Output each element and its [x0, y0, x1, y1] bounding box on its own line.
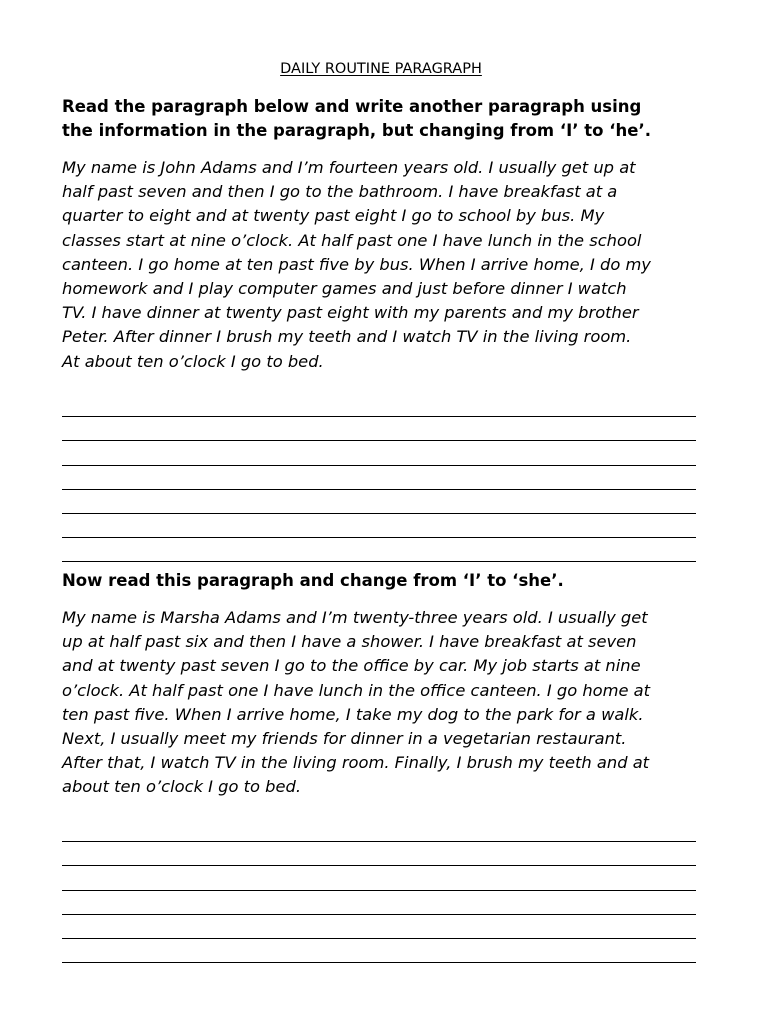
instruction-she	[62, 569, 564, 593]
answer-line[interactable]	[62, 441, 696, 465]
paragraph-line: o’clock. At half past one I have lunch in the office canteen. I go home at	[62, 680, 651, 700]
paragraph-line: quarter to eight and at twenty past eight I go to school by bus. My	[62, 206, 605, 226]
paragraph-line: about ten o’clock I go to bed.	[62, 777, 302, 797]
answer-line[interactable]	[62, 514, 696, 538]
paragraph-line: ten past five. When I arrive home, I take my dog to the park for a walk.	[62, 704, 644, 724]
instruction-line: Read the paragraph below and write another paragraph using	[62, 97, 642, 116]
answer-line[interactable]	[62, 417, 696, 441]
paragraph-line: and at twenty past seven I go to the office by car. My job starts at nine	[62, 656, 641, 676]
paragraph-line: homework and I play computer games and just before dinner I watch	[62, 279, 627, 299]
instruction-he	[62, 95, 651, 143]
instruction-line: Now read this paragraph and change from ‘I’ to ‘she’.	[62, 571, 564, 590]
paragraph-line: Next, I usually meet my friends for dinner in a vegetarian restaurant.	[62, 729, 627, 749]
answer-line[interactable]	[62, 939, 696, 963]
instruction-line: the information in the paragraph, but changing from ‘I’ to ‘he’.	[62, 121, 651, 140]
paragraph-line: My name is Marsha Adams and I’m twenty-three years old. I usually get	[62, 608, 648, 627]
paragraph-line: classes start at nine o’clock. At half past one I have lunch in the school	[62, 230, 642, 250]
paragraph-john-adams	[62, 156, 651, 374]
paragraph-marsha-adams	[62, 606, 650, 800]
answer-line[interactable]	[62, 842, 696, 866]
paragraph-line: Peter. After dinner I brush my teeth and I watch TV in the living room.	[62, 327, 632, 347]
answer-lines-section-2	[62, 818, 696, 963]
answer-line[interactable]	[62, 538, 696, 562]
worksheet-title: DAILY ROUTINE PARAGRAPH	[280, 61, 482, 77]
answer-lines-section-1	[62, 393, 696, 562]
answer-line[interactable]	[62, 490, 696, 514]
paragraph-line: At about ten o’clock I go to bed.	[62, 351, 324, 371]
answer-line[interactable]	[62, 818, 696, 842]
paragraph-line: TV. I have dinner at twenty past eight with my parents and my brother	[62, 303, 639, 323]
paragraph-line: up at half past six and then I have a shower. I have breakfast at seven	[62, 632, 637, 652]
answer-line[interactable]	[62, 891, 696, 915]
answer-line[interactable]	[62, 393, 696, 417]
answer-line[interactable]	[62, 915, 696, 939]
paragraph-line: canteen. I go home at ten past five by bus. When I arrive home, I do my	[62, 254, 651, 274]
paragraph-line: My name is John Adams and I’m fourteen years old. I usually get up at	[62, 158, 636, 177]
answer-line[interactable]	[62, 466, 696, 490]
paragraph-line: half past seven and then I go to the bathroom. I have breakfast at a	[62, 182, 618, 202]
answer-line[interactable]	[62, 866, 696, 890]
paragraph-line: After that, I watch TV in the living room. Finally, I brush my teeth and at	[62, 753, 650, 773]
